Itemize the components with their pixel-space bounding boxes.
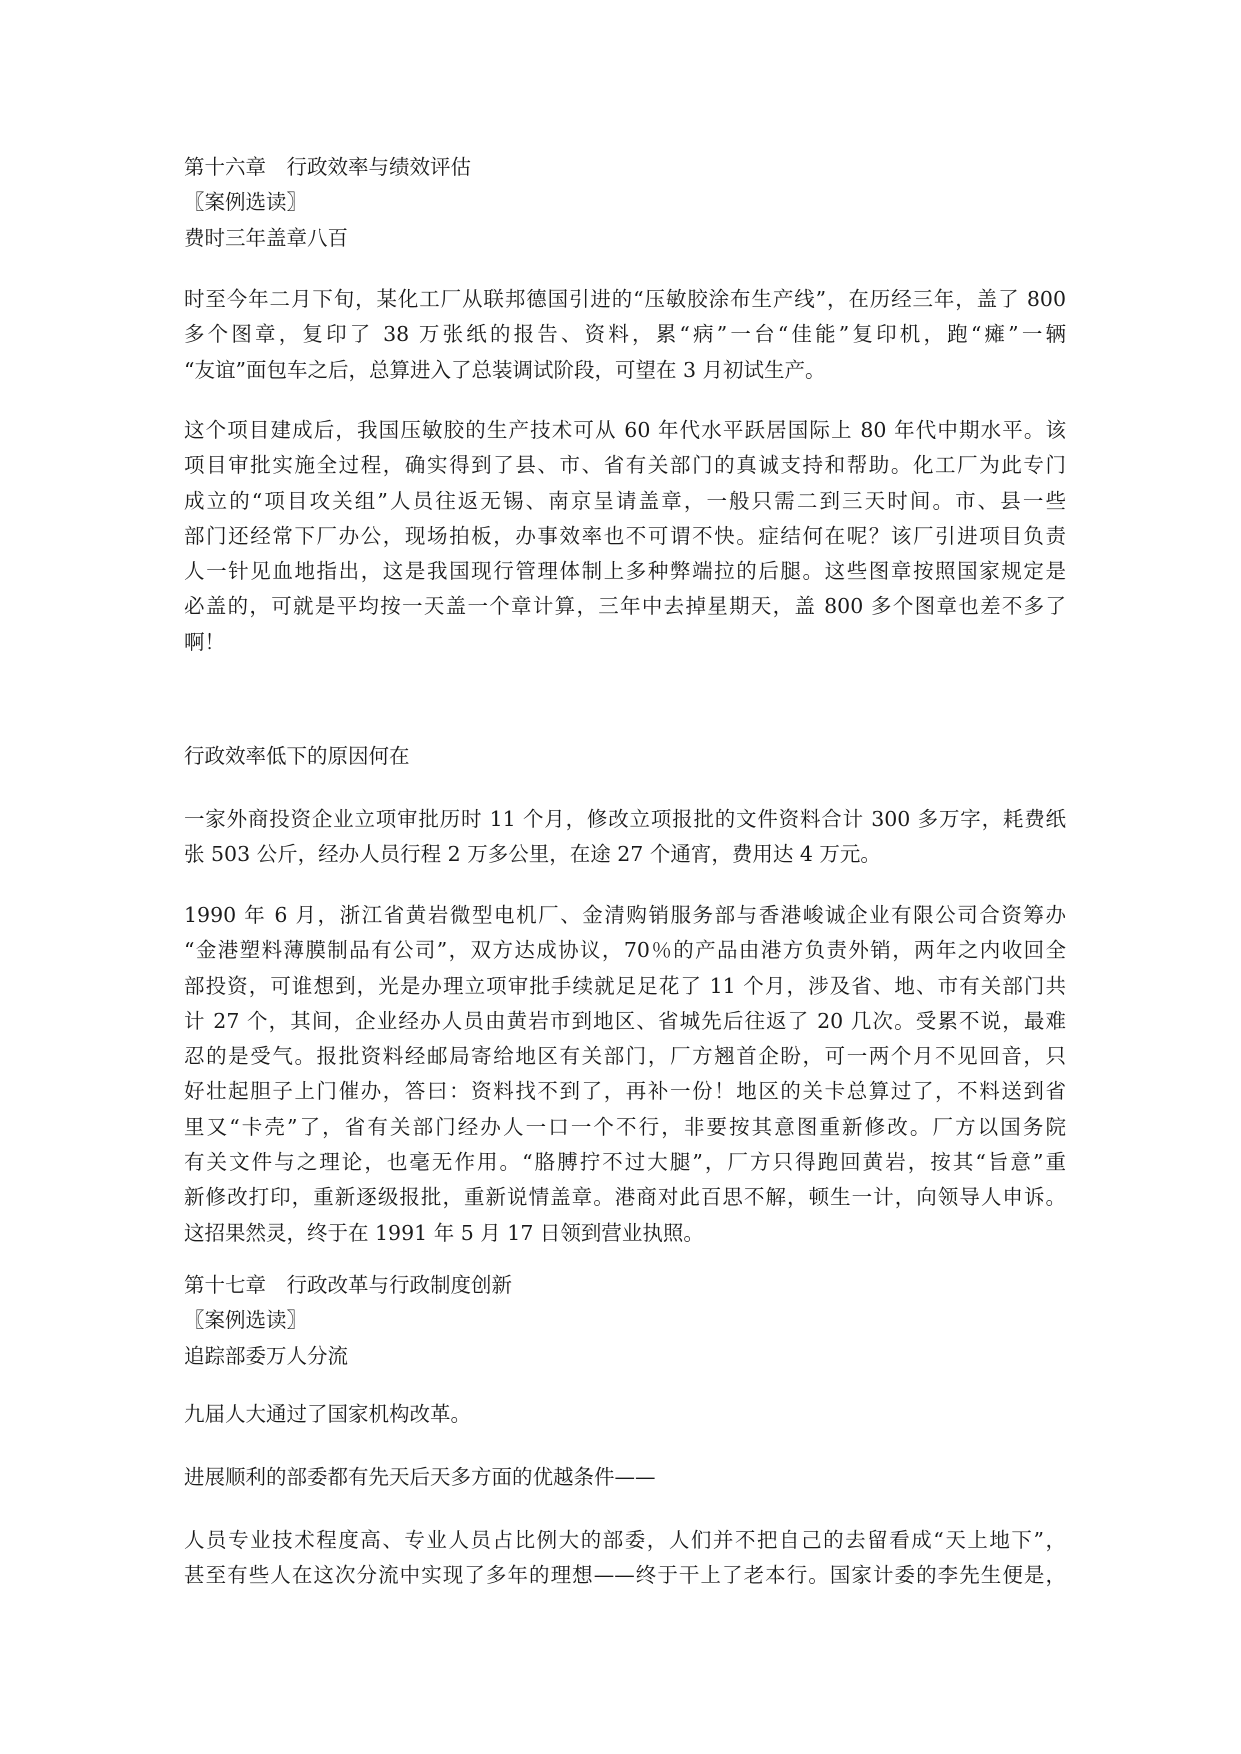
paragraph (184, 898, 1066, 1251)
chapter-17-header (184, 1268, 1066, 1374)
paragraph-line: 啊！ (184, 629, 225, 654)
chapter-title: 第十七章 行政改革与行政制度创新 (184, 1273, 512, 1297)
paragraph-line: 人一针见血地指出，这是我国现行管理体制上多种弊端拉的后腿。这些图章按照国家规定是 (184, 559, 1066, 584)
paragraph (184, 413, 1066, 660)
paragraph-line: 1990 年 6 月，浙江省黄岩微型电机厂、金清购销服务部与香港峻诚企业有限公司合资筹办 (184, 903, 1066, 927)
paragraph (184, 1523, 1066, 1594)
paragraph-line: 计 27 个，其间，企业经办人员由黄岩市到地区、省城先后往返了 20 几次。受累不说，最难 (184, 1008, 1066, 1033)
paragraph-line: 这个项目建成后，我国压敏胶的生产技术可从 60 年代水平跃居国际上 80 年代中期水平。该 (184, 418, 1066, 442)
paragraph-line: 成立的“项目攻关组”人员往返无锡、南京呈请盖章，一般只需二到三天时间。市、县一些 (184, 488, 1066, 513)
paragraph-line: 好壮起胆子上门催办，答曰：资料找不到了，再补一份！地区的关卡总算过了，不料送到省 (184, 1079, 1066, 1104)
paragraph (184, 1460, 1066, 1495)
chapter-16-header (184, 150, 1066, 256)
paragraph-line: 项目审批实施全过程，确实得到了县、市、省有关部门的真诚支持和帮助。化工厂为此专门 (184, 453, 1066, 478)
paragraph-line: 忍的是受气。报批资料经邮局寄给地区有关部门，厂方翘首企盼，可一两个月不见回音，只 (184, 1044, 1066, 1069)
paragraph-line: 张 503 公斤，经办人员行程 2 万多公里，在途 27 个通宵，费用达 4 万元。 (184, 842, 881, 867)
case-title: 费时三年盖章八百 (184, 225, 348, 250)
paragraph-line: 必盖的，可就是平均按一天盖一个章计算，三年中去掉星期天，盖 800 多个图章也差不多了 (184, 594, 1066, 619)
paragraph-line: 甚至有些人在这次分流中实现了多年的理想——终于干上了老本行。国家计委的李先生便是， (184, 1563, 1066, 1588)
paragraph-line: 人员专业技术程度高、专业人员占比例大的部委，人们并不把自己的去留看成“天上地下”， (184, 1528, 1066, 1552)
paragraph (184, 802, 1066, 873)
section-heading-text: 行政效率低下的原因何在 (184, 744, 410, 768)
paragraph-line: 这招果然灵，终于在 1991 年 5 月 17 日领到营业执照。 (184, 1220, 704, 1245)
paragraph-line: 里又“卡壳”了，省有关部门经办人一口一个不行，非要按其意图重新修改。厂方以国务院 (184, 1114, 1066, 1139)
subheading-sentence: 进展顺利的部委都有先天后天多方面的优越条件—— (184, 1465, 656, 1489)
paragraph-line: 有关文件与之理论，也毫无作用。“胳膊拧不过大腿”，厂方只得跑回黄岩，按其“旨意”重 (184, 1150, 1066, 1175)
paragraph-line: 部门还经常下厂办公，现场拍板，办事效率也不可谓不快。症结何在呢？该厂引进项目负责 (184, 523, 1066, 548)
section-heading (184, 739, 1066, 774)
case-title: 追踪部委万人分流 (184, 1343, 348, 1368)
paragraph (184, 1397, 1066, 1432)
paragraph-line: “金港塑料薄膜制品有公司”，双方达成协议，70％的产品由港方负责外销，两年之内收回全 (184, 938, 1066, 963)
paragraph-line: 部投资，可谁想到，光是办理立项审批手续就足足花了 11 个月，涉及省、地、市有关部门共 (184, 973, 1066, 998)
paragraph (184, 282, 1066, 388)
chapter-title: 第十六章 行政效率与绩效评估 (184, 155, 471, 179)
case-label: 〖案例选读〗 (184, 190, 307, 215)
case-label: 〖案例选读〗 (184, 1308, 307, 1333)
paragraph-line: 新修改打印，重新逐级报批，重新说情盖章。港商对此百思不解，顿生一计，向领导人申诉。 (184, 1185, 1066, 1210)
paragraph-line: 时至今年二月下旬，某化工厂从联邦德国引进的“压敏胶涂布生产线”，在历经三年，盖了 800 (184, 287, 1066, 311)
paragraph-line: “友谊”面包车之后，总算进入了总装调试阶段，可望在 3 月初试生产。 (184, 357, 826, 382)
lead-sentence: 九届人大通过了国家机构改革。 (184, 1402, 471, 1426)
paragraph-line: 一家外商投资企业立项审批历时 11 个月，修改立项报批的文件资料合计 300 多万字，耗费纸 (184, 807, 1066, 831)
paragraph-line: 多个图章，复印了 38 万张纸的报告、资料，累“病”一台“佳能”复印机，跑“瘫”一辆 (184, 322, 1066, 347)
